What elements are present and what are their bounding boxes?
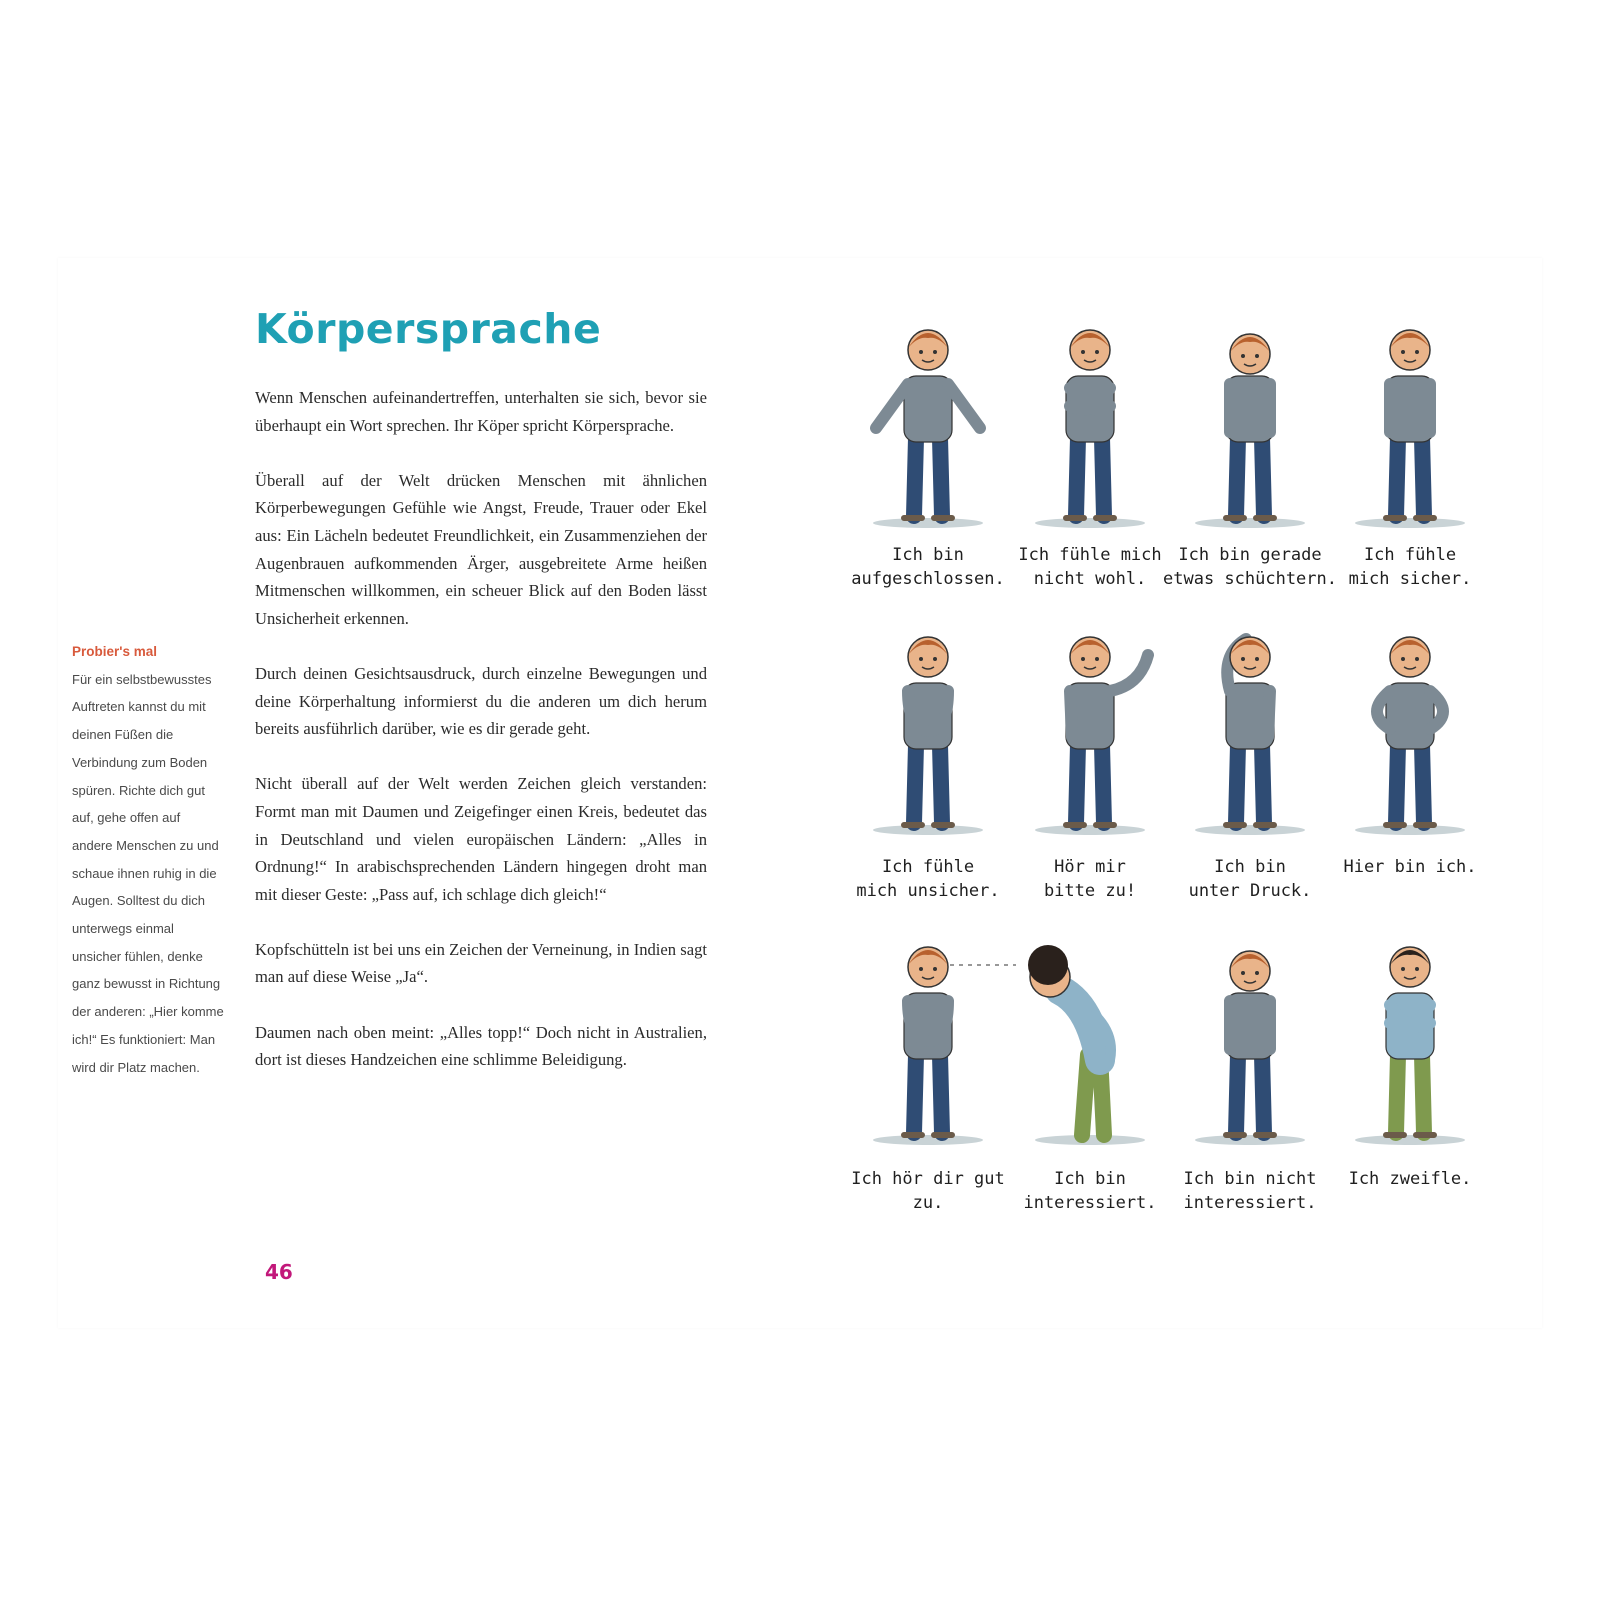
- figure-illustration: [1320, 318, 1500, 533]
- caption-line: Ich fühle mich: [1018, 545, 1162, 565]
- figure-hands-front: [838, 625, 1018, 901]
- caption-line: etwas schüchtern.: [1163, 569, 1337, 589]
- figure-illustration: [1320, 935, 1500, 1150]
- figure-hands-on-hips: [1320, 625, 1500, 875]
- figure-caption: [1000, 855, 1180, 903]
- caption-line: unter Druck.: [1188, 881, 1312, 901]
- caption-line: Ich bin: [1214, 857, 1286, 877]
- caption-line: Ich bin: [1054, 1169, 1126, 1189]
- figure-leaning-forward: [1000, 935, 1180, 1213]
- figure-standing: [1320, 318, 1500, 589]
- caption-line: interessiert.: [1023, 1193, 1157, 1213]
- caption-line: Hier bin ich.: [1343, 857, 1477, 877]
- caption-line: Ich bin: [892, 545, 964, 565]
- caption-line: Hör mir: [1054, 857, 1126, 877]
- figure-hand-on-head: [1160, 625, 1340, 901]
- caption-line: Ich hör dir gut zu.: [851, 1169, 1005, 1213]
- figure-illustration: [1160, 935, 1340, 1150]
- figure-illustration: [1000, 318, 1180, 533]
- figure-caption: [1160, 543, 1340, 591]
- caption-line: Ich fühle: [1363, 545, 1457, 565]
- paragraph: Daumen nach oben meint: „Alles topp!“ Doch nicht in Australien, dort ist dieses Handzeichen eine schlimme Beleidigung.: [255, 1022, 707, 1070]
- sidebar-heading: Probier's mal: [72, 644, 157, 659]
- figure-looking-away: [1160, 935, 1340, 1213]
- paragraph: Überall auf der Welt drücken Menschen mit ähnlichen Körperbewegungen Gefühle wie Angst, Freude, Trauer oder Ekel aus: Ein Lächeln bedeutet Freundlichkeit, ein Zusammenziehen der Augenbrauen aufkommenden Ärger, ausgebreitete Arme heißen Mitmenschen willkommen, ein scheuer Blick auf den Boden lässt Unsicherheit erkennen.: [255, 470, 707, 628]
- figure-illustration: [1160, 625, 1340, 840]
- figure-illustration: [838, 935, 1018, 1150]
- figure-illustration: [838, 625, 1018, 840]
- page-title: Körpersprache: [255, 305, 602, 353]
- paragraph: Durch deinen Gesichtsausdruck, durch einzelne Bewegungen und deine Körperhaltung informierst du die anderen um dich herum bereits ausführlich darüber, wie es dir gerade geht.: [255, 663, 707, 739]
- figure-caption: [1000, 543, 1180, 591]
- figure-illustration: [1160, 318, 1340, 533]
- sidebar-tip: [72, 638, 224, 1081]
- figure-caption: [1000, 1167, 1180, 1215]
- caption-line: bitte zu!: [1043, 881, 1137, 901]
- paragraph: Nicht überall auf der Welt werden Zeichen gleich verstanden: Formt man mit Daumen und Zeigefinger einen Kreis, bedeutet das in Deutschland und vielen europäischen Ländern: „Alles in Ordnung!“ In arabischsprechenden Ländern hingegen droht man mit dieser Geste: „Pass auf, ich schlage dich gleich!“: [255, 774, 707, 904]
- figure-caption: [838, 543, 1018, 591]
- figure-caption: [1160, 855, 1340, 903]
- figure-caption: [1320, 543, 1500, 591]
- main-text: [255, 384, 707, 1101]
- figure-illustration: [1000, 625, 1180, 840]
- caption-line: mich sicher.: [1348, 569, 1472, 589]
- figure-caption: [1160, 1167, 1340, 1215]
- page-number: 46: [265, 1260, 293, 1284]
- caption-line: Ich zweifle.: [1348, 1169, 1472, 1189]
- caption-line: Ich bin nicht: [1183, 1169, 1317, 1189]
- figure-waving: [1000, 625, 1180, 901]
- caption-line: aufgeschlossen.: [851, 569, 1005, 589]
- figure-illustration: [838, 318, 1018, 533]
- caption-line: nicht wohl.: [1033, 569, 1147, 589]
- figure-listening: [838, 935, 1018, 1213]
- sidebar-text: Für ein selbstbewusstes Auftreten kannst du mit deinen Füßen die Verbindung zum Boden spüren. Richte dich gut auf, gehe offen auf andere Menschen zu und schaue ihnen ruhig in die Augen. Solltest du dich unterwegs einmal unsicher fühlen, denke ganz bewusst in Richtung der anderen: „Hier komme ich!“ Es funktioniert: Man wird dir Platz machen.: [72, 671, 224, 1075]
- figure-doubting: [1320, 935, 1500, 1189]
- figure-caption: [1320, 1167, 1500, 1191]
- paragraph: Kopfschütteln ist bei uns ein Zeichen der Verneinung, in Indien sagt man auf diese Weise „Ja“.: [255, 939, 707, 987]
- paragraph: Wenn Menschen aufeinandertreffen, unterhalten sie sich, bevor sie überhaupt ein Wort sprechen. Ihr Köper spricht Körpersprache.: [255, 388, 707, 435]
- figure-head-down: [1160, 318, 1340, 589]
- figure-caption: [838, 855, 1018, 903]
- caption-line: mich unsicher.: [856, 881, 1000, 901]
- figure-open-arms: [838, 318, 1018, 589]
- figure-illustration: [1000, 935, 1180, 1150]
- figure-caption: [838, 1167, 1018, 1215]
- caption-line: Ich bin gerade: [1178, 545, 1322, 565]
- figure-arms-crossed: [1000, 318, 1180, 589]
- figure-caption: [1320, 855, 1500, 879]
- caption-line: Ich fühle: [881, 857, 975, 877]
- caption-line: interessiert.: [1183, 1193, 1317, 1213]
- figure-illustration: [1320, 625, 1500, 840]
